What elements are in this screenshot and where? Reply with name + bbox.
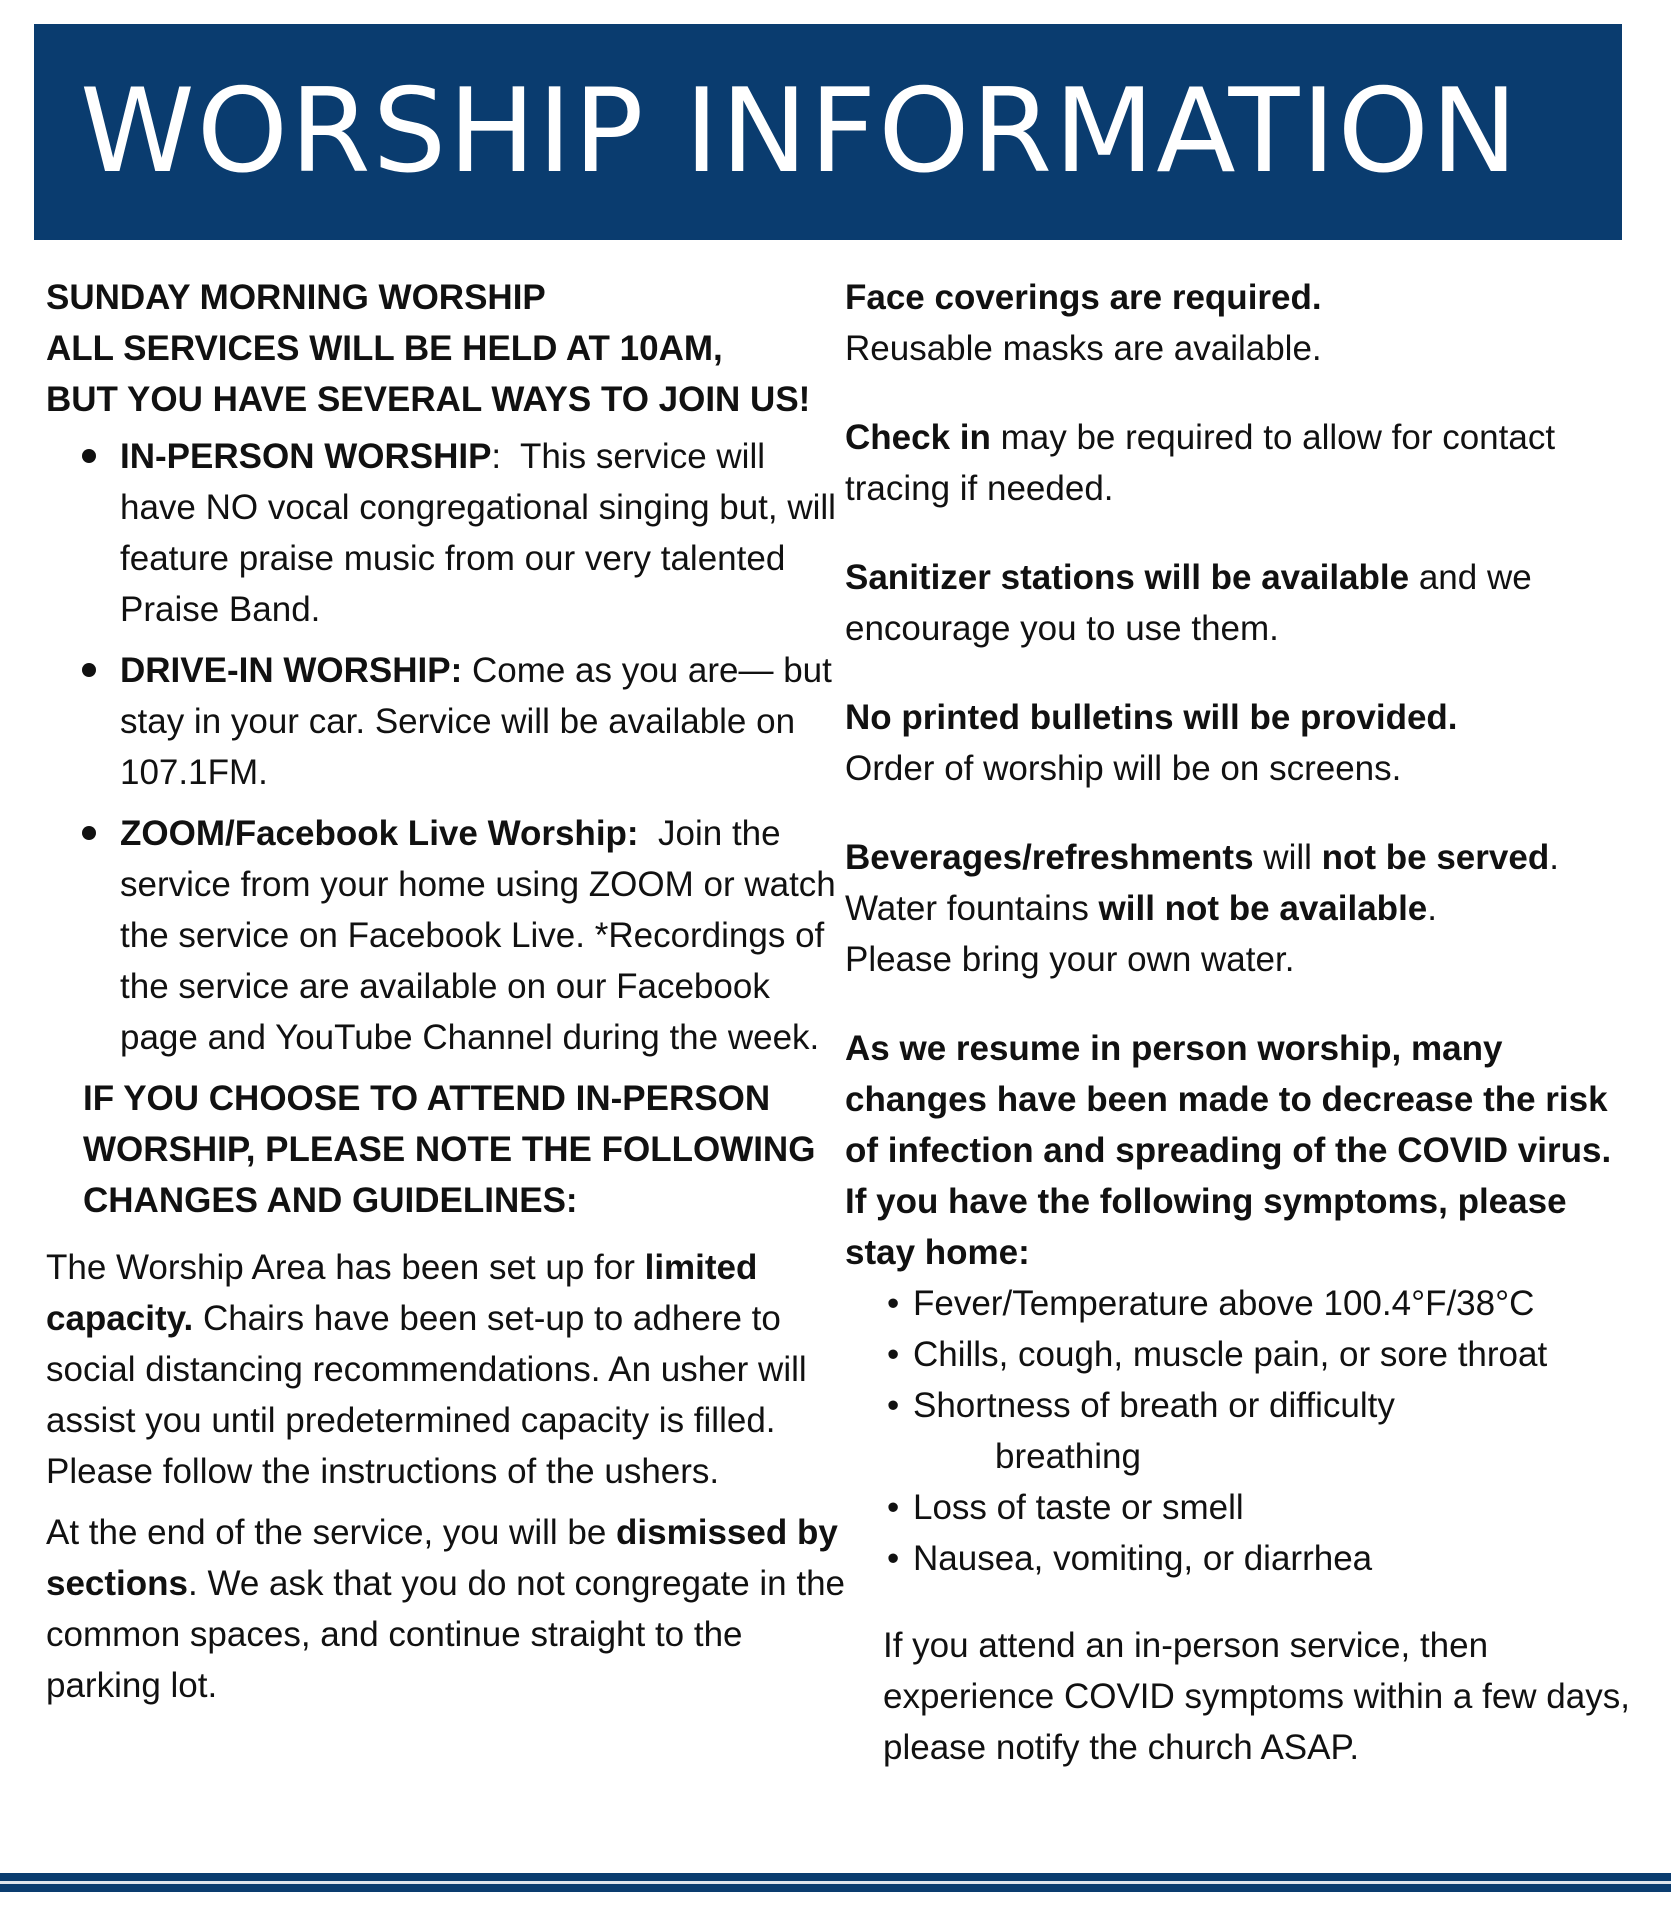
service-options-list xyxy=(46,431,846,1063)
bullet-icon: • xyxy=(887,1539,900,1578)
heading-line: SUNDAY MORNING WORSHIP xyxy=(46,278,546,317)
bullet-icon: • xyxy=(887,1284,900,1323)
dismissal-bold: dismissed by sections xyxy=(46,1513,838,1603)
face-coverings-block xyxy=(845,272,1635,374)
capacity-text: Chairs have been set-up to adhere to social distancing recommendations. An usher will assist you until predetermined capacity is filled. Please follow the instructions of the ushers. xyxy=(46,1299,807,1491)
service-label: IN-PERSON WORSHIP xyxy=(120,437,492,476)
symptom-text: Loss of taste or smell xyxy=(913,1488,1244,1527)
symptom-item xyxy=(885,1482,1635,1533)
bullet-icon xyxy=(82,663,96,677)
capacity-bold: limited capacity. xyxy=(46,1248,758,1338)
fountains-bold: will not be available xyxy=(1098,889,1428,928)
service-separator xyxy=(639,814,658,853)
sanitizer-block xyxy=(845,552,1635,654)
service-option-drive-in xyxy=(120,645,846,798)
bullet-icon: • xyxy=(887,1386,900,1425)
bullet-icon xyxy=(82,826,96,840)
left-column xyxy=(46,272,846,1711)
symptom-item xyxy=(885,1533,1635,1584)
beverages-line xyxy=(845,832,1635,883)
service-separator xyxy=(462,651,472,690)
check-in-paragraph xyxy=(845,412,1635,514)
covid-block xyxy=(845,1023,1635,1584)
bullet-icon: • xyxy=(887,1488,900,1527)
capacity-paragraph xyxy=(46,1242,846,1497)
symptom-item xyxy=(885,1278,1635,1329)
dismissal-paragraph xyxy=(46,1507,846,1711)
symptom-item xyxy=(885,1380,1635,1482)
title-banner xyxy=(34,24,1622,240)
beverages-bold: Beverages/refreshments xyxy=(845,838,1254,877)
covid-heading: As we resume in person worship, many changes have been made to decrease the risk of infection and spreading of the COVID virus. If you have the following symptoms, please stay home: xyxy=(845,1029,1612,1272)
notify-paragraph: If you attend an in-person service, then experience COVID symptoms within a few days, please notify the church ASAP. xyxy=(883,1626,1630,1767)
capacity-text: The Worship Area has been set up for xyxy=(46,1248,645,1287)
service-text: Come as you are— but stay in your car. Service will be available on 107.1FM. xyxy=(120,651,832,792)
service-separator: : xyxy=(491,437,520,476)
bullet-icon: • xyxy=(887,1335,900,1374)
service-text: Join the service from your home using ZOOM or watch the service on Facebook Live. *Recordings of the service are available on our Facebook page and YouTube Channel during the week. xyxy=(120,814,836,1057)
symptom-text: Shortness of breath or difficulty xyxy=(913,1386,1395,1425)
heading-line: ALL SERVICES WILL BE HELD AT 10AM, xyxy=(46,329,723,368)
check-in-block xyxy=(845,412,1635,514)
beverages-block xyxy=(845,832,1635,985)
symptom-text: Nausea, vomiting, or diarrhea xyxy=(913,1539,1373,1578)
bullet-icon xyxy=(82,449,96,463)
symptom-text: Chills, cough, muscle pain, or sore throat xyxy=(913,1335,1548,1374)
symptom-continuation: breathing xyxy=(995,1437,1141,1476)
worship-times-heading xyxy=(46,272,846,425)
bulletins-heading: No printed bulletins will be provided. xyxy=(845,698,1458,737)
service-label: ZOOM/Facebook Live Worship: xyxy=(120,814,639,853)
heading-line: BUT YOU HAVE SEVERAL WAYS TO JOIN US! xyxy=(46,380,811,419)
beverages-bold: not be served xyxy=(1321,838,1550,877)
sanitizer-paragraph xyxy=(845,552,1635,654)
symptom-item xyxy=(885,1329,1635,1380)
fountains-text: . xyxy=(1427,889,1437,928)
fountains-text: Water fountains xyxy=(845,889,1099,928)
footer-rule xyxy=(0,1884,1671,1892)
symptoms-list xyxy=(845,1278,1635,1584)
service-option-zoom xyxy=(120,808,846,1063)
service-text: This service will have NO vocal congregational singing but, will feature praise music from our very talented Praise Band. xyxy=(120,437,836,629)
service-label: DRIVE-IN WORSHIP: xyxy=(120,651,463,690)
face-coverings-text: Reusable masks are available. xyxy=(845,329,1322,368)
guidelines-heading: IF YOU CHOOSE TO ATTEND IN-PERSON WORSHIP, PLEASE NOTE THE FOLLOWING CHANGES AND GUIDELINES: xyxy=(83,1079,816,1220)
fountains-line xyxy=(845,883,1635,934)
page-title: WORSHIP INFORMATION xyxy=(80,64,1520,199)
service-option-in-person xyxy=(120,431,846,635)
sanitizer-text: and we encourage you to use them. xyxy=(845,558,1532,648)
dismissal-text: At the end of the service, you will be xyxy=(46,1513,617,1552)
footer-rule xyxy=(0,1873,1671,1881)
symptom-text: Fever/Temperature above 100.4°F/38°C xyxy=(913,1284,1535,1323)
water-line: Please bring your own water. xyxy=(845,940,1295,979)
bulletins-text: Order of worship will be on screens. xyxy=(845,749,1402,788)
check-in-text: may be required to allow for contact tracing if needed. xyxy=(845,418,1556,508)
face-coverings-heading: Face coverings are required. xyxy=(845,278,1322,317)
right-column xyxy=(845,272,1635,1773)
bulletins-block xyxy=(845,692,1635,794)
check-in-bold: Check in xyxy=(845,418,991,457)
beverages-text: will xyxy=(1253,838,1322,877)
sanitizer-bold: Sanitizer stations will be available xyxy=(845,558,1410,597)
dismissal-text: . We ask that you do not congregate in the common spaces, and continue straight to the parking lot. xyxy=(46,1564,846,1705)
beverages-text: . xyxy=(1549,838,1559,877)
